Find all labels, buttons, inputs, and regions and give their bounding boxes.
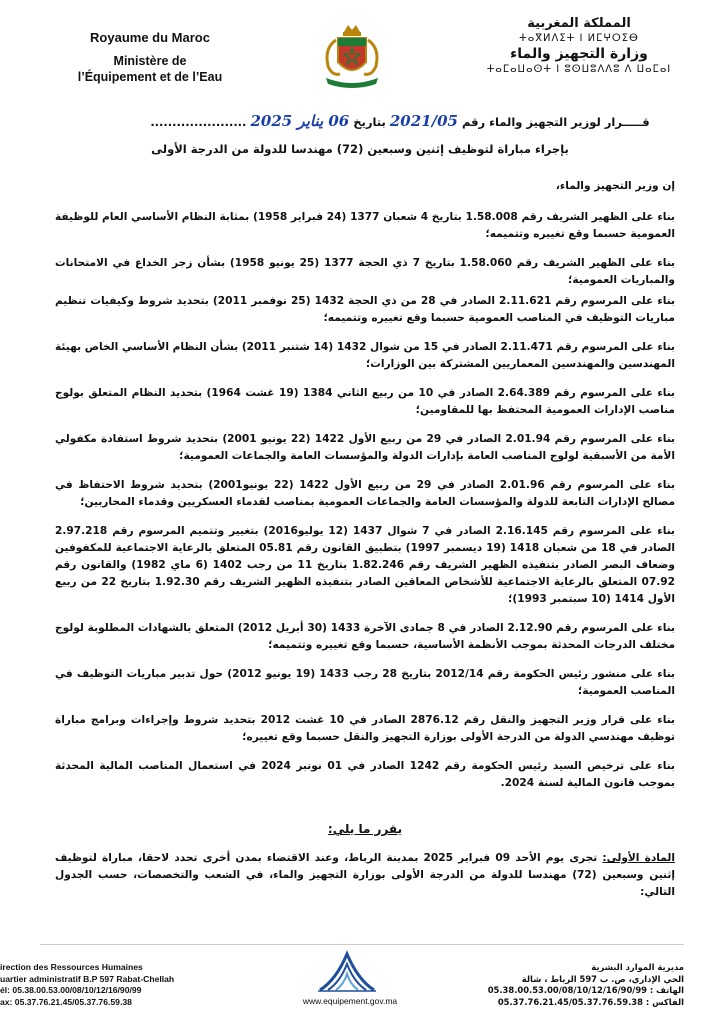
consideration-10: بناء على منشور رئيس الحكومة رقم 2012/14 بتاريخ 28 رجب 1433 (19 يونيو 2012) حول تدبير مباريات التوظيف في المناصب العمومية؛ — [55, 668, 675, 697]
footer-left-line: ax: 05.37.76.21.45/05.37.76.59.38 — [0, 996, 132, 1007]
ministry-fr-line1: Ministère de — [113, 54, 187, 68]
consideration-9: بناء على المرسوم رقم 2.12.90 الصادر في 8 جمادى الآخرة 1433 (30 أبريل 2012) المتعلق بالشهادات المطلوبة لولوج مختلف الدرجات المحدثة بموجب الأنظمة الأساسية، حسبما وقع تغييره وتتميمه؛ — [55, 622, 675, 651]
footer-right — [464, 962, 684, 1008]
consideration-3: بناء على المرسوم رقم 2.11.621 الصادر في 28 من ذي الحجة 1432 (25 نوفمبر 2011) بتحديد شروط وكيفيات تنظيم مباريات التوظيف في المناصب العمومية حسبما وقع تغييره وتتميمه؛ — [55, 295, 676, 324]
decree-subject: بإجراء مباراة لتوظيف إثنين وسبعين (72) مهندسا للدولة من الدرجة الأولى — [151, 142, 569, 156]
footer-left — [0, 962, 250, 1008]
header-right — [474, 16, 684, 77]
kingdom-fr: Royaume du Maroc — [90, 30, 210, 45]
consideration-2: بناء على الظهير الشريف رقم 1.58.060 بتاريخ 7 ذي الحجة 1377 (25 يونيو 1958) بشأن زجر الخداع في الامتحانات والمباريات العمومية؛ — [55, 257, 675, 286]
website-link[interactable]: www.equipement.gov.ma — [302, 996, 398, 1006]
footer-dept: مديرية الموارد البشرية — [591, 962, 684, 972]
footer-divider — [40, 944, 684, 945]
footer-address: الحي الإداري، ص. ب 597 الرباط ، شالة — [521, 973, 684, 984]
decree-date: 06 يناير 2025 — [250, 112, 350, 130]
footer-phone: 05.38.00.53.00/08/10/12/16/90/99 — [487, 985, 647, 995]
decree-line — [150, 112, 650, 130]
ministry-fr-line2: l’Équipement et de l’Eau — [77, 70, 223, 84]
ministry-ar: وزارة التجهيز والماء — [510, 46, 648, 62]
article-1 — [55, 850, 675, 901]
consideration-7: بناء على المرسوم رقم 2.01.96 الصادر في 29 من ربيع الأول 1422 (22 يونيو2001) بتحديد شروط الاحتفاظ في مصالح الإدارات التابعة للدولة والمؤسسات العامة والجماعات العمومية بمناصب لقدماء العسكريين وقدماء المحاربين؛ — [55, 479, 675, 508]
decree-prefix: قـــــرار لوزير التجهيز والماء رقم — [461, 115, 650, 129]
consideration-6: بناء على المرسوم رقم 2.01.94 الصادر في 29 من ربيع الأول 1422 (22 يونيو 2001) بتحديد شروط استفادة مكفولي الأمة من الأسبقية لولوج المناصب العامة بإدارات الدولة والمؤسسات العامة والجماعات العمومية؛ — [55, 433, 675, 462]
footer-fax-row — [464, 997, 684, 1009]
ministry-logo-icon — [316, 950, 378, 994]
kingdom-tifinagh: ⵜⴰⴳⵍⴷⵉⵜ ⵏ ⵍⵎⵖⵔⵉⴱ — [519, 33, 639, 44]
footer-left-line: él: 05.38.00.53.00/08/10/12/16/90/99 — [0, 985, 142, 995]
document-body — [55, 178, 675, 913]
consideration-4: بناء على المرسوم رقم 2.11.471 الصادر في 15 من شوال 1432 (14 شتنبر 2011) بشأن النظام الأساسي الخاص بهيئة المهندسين والمهندسين المعماريين المشتركة بين الوزارات؛ — [55, 341, 676, 370]
footer-phone-row — [464, 985, 684, 997]
consideration-8: بناء على المرسوم رقم 2.16.145 الصادر في 7 شوال 1437 (12 يوليو2016) بتغيير وتتميم المرسوم رقم 2.97.218 الصادر في 18 من شعبان 1418 (19 ديسمبر 1997) بتطبيق القانون رقم 05.81 المتعلق بالرعاية الاجتماعية للمكفوفين وضعاف البصر الصادر بتنفيذه الظهير الشريف رقم 1.82.246 بتاريخ 11 من رجب 1402 (6 ماي 1982) والقانون رقم 07.92 المتعلق بالرعاية الاجتماعية للأشخاص المعاقين الصادر بتنفيذه الظهير الشريف رقم 1.92.30 بتاريخ 22 من ربيع الأول 1414 (10 سبتمبر 1993)؛ — [55, 525, 676, 605]
decree-date-label: بتاريخ — [353, 115, 386, 129]
footer-left-line: uartier administratif B.P 597 Rabat-Chellah — [0, 973, 175, 984]
footer-fax-label: الفاكس : — [645, 996, 684, 1007]
footer-phone-label: الهاتف : — [649, 985, 684, 995]
coat-of-arms-icon — [314, 22, 390, 94]
opener: إن وزير التجهيز والماء، — [555, 180, 675, 192]
kingdom-ar: المملكة المغربية — [527, 16, 631, 31]
consideration-11: بناء على قرار وزير التجهيز والنقل رقم 2876.12 الصادر في 10 غشت 2012 بتحديد شروط وإجراءات وبرامج مباراة توظيف مهندسي الدولة من الدرجة الأولى بوزارة التجهيز والنقل حسبما وقع تغييره؛ — [55, 714, 676, 743]
article-1-label: المادة الأولى: — [602, 852, 675, 864]
article-1-text: تجرى يوم الأحد 09 فبراير 2025 بمدينة الرباط، وعند الاقتضاء بمدن أخرى تحدد لاحقا، مباراة لتوظيف إثنين وسبعين (72) مهندسا للدولة من الدرجة الأولى بوزارة التجهيز والماء، في الشعب والتخصصات، حسب الجدول التالي: — [55, 852, 675, 898]
footer-fax: 05.37.76.21.45/05.37.76.59.38 — [497, 996, 643, 1007]
decides-heading: يقرر ما يلي: — [327, 822, 403, 836]
footer-left-line: irection des Ressources Humaines — [0, 962, 143, 972]
decree-number: 2021/05 — [389, 112, 458, 130]
ministry-tifinagh: ⵜⴰⵎⴰⵡⴰⵙⵜ ⵏ ⵓⵙⵡⵓⴷⴷⵓ ⴷ ⵡⴰⵎⴰⵏ — [486, 64, 672, 75]
decree-dots: ...................... — [150, 115, 247, 129]
header-left — [40, 30, 260, 85]
consideration-5: بناء على المرسوم رقم 2.64.389 الصادر في 10 من ربيع الثاني 1384 (19 غشت 1964) بتحديد النظام المتعلق بولوج مناصب الإدارات العمومية المحتفظ بها للمقاومين؛ — [55, 387, 676, 416]
consideration-1: بناء على الظهير الشريف رقم 1.58.008 بتاريخ 4 شعبان 1377 (24 فبراير 1958) بمثابة النظام الأساسي العام للوظيفة العمومية حسبما وقع تغييره وتتميمه؛ — [55, 211, 676, 240]
consideration-12: بناء على ترخيص السيد رئيس الحكومة رقم 1242 الصادر في 01 نونبر 2024 في استعمال المناصب المالية المحدثة بموجب قانون المالية لسنة 2024. — [55, 760, 676, 789]
